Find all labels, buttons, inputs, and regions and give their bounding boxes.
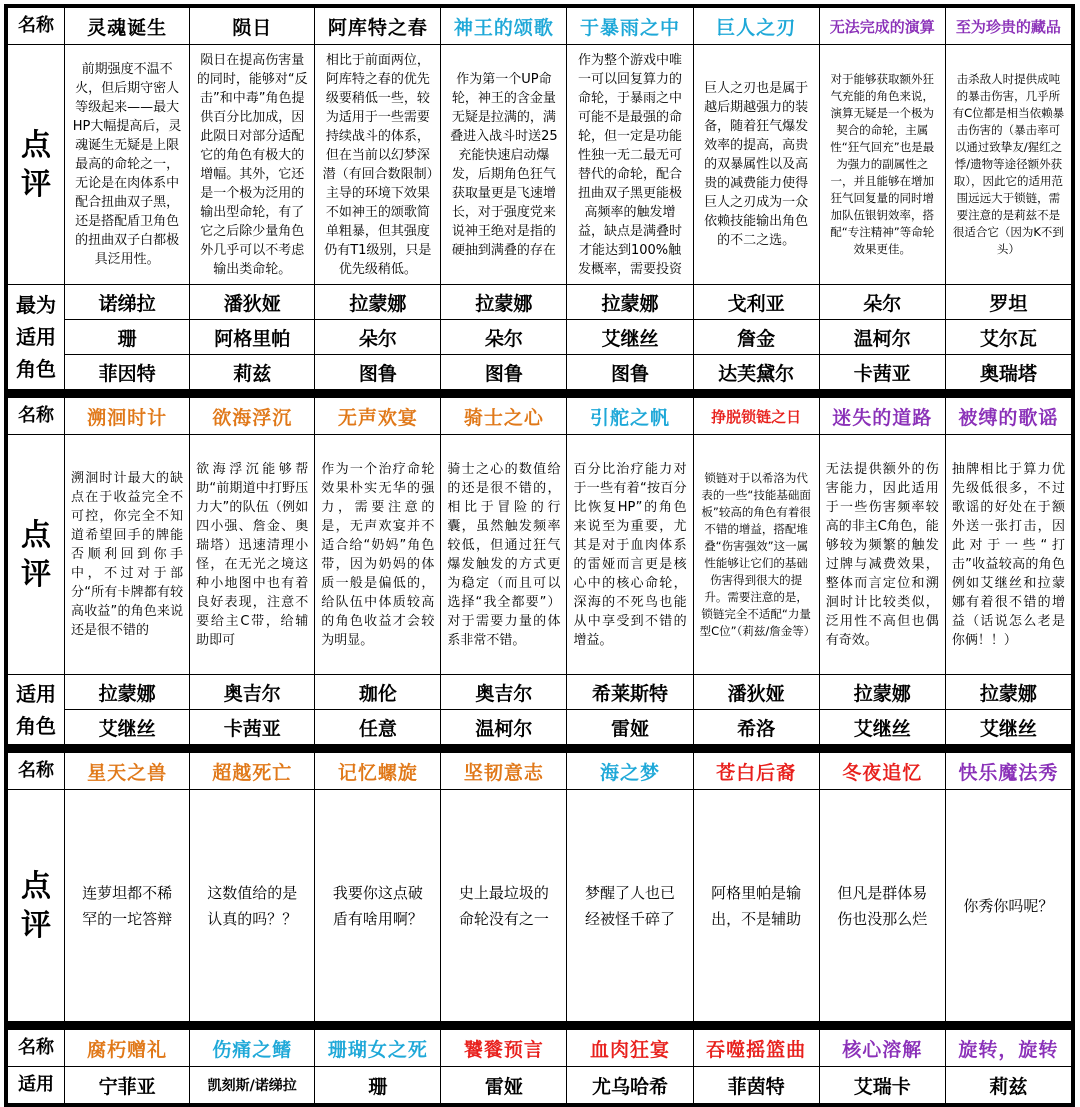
s2-card-4-char-1: 雷娅	[567, 710, 693, 745]
s1-char-row-2	[8, 355, 1072, 390]
s1-card-4-char-0: 拉蒙娜	[567, 285, 693, 320]
s3-card-1-name: 超越死亡	[190, 753, 315, 790]
s3-card-2-name: 记忆螺旋	[315, 753, 441, 790]
s1-card-3-name: 神王的颂歌	[441, 8, 567, 45]
s1-card-7-char-2: 奥瑞塔	[945, 355, 1071, 390]
s2-card-6-char-0: 拉蒙娜	[819, 675, 945, 710]
s2-card-2-desc: 作为一个治疗命轮效果朴实无华的强力，需要注意的是，无声欢宴并不适合给“奶妈”角色带，因为奶妈的体质一般是偏低的，给队伍中体质较高的角色收益才会较为明显。	[315, 435, 441, 675]
s2-fit-label	[8, 675, 65, 745]
s1-card-5-char-0: 戈利亚	[693, 285, 819, 320]
s2-card-0-desc: 溯洄时计最大的缺点在于收益完全不可控，你完全不知道希望回手的牌能否顺利回到你手中，不过对于部分“所有卡牌都有较高收益”的角色来说还是很不错的	[65, 435, 190, 675]
s1-name-row	[8, 8, 1072, 45]
s2-card-3-char-1: 温柯尔	[441, 710, 567, 745]
s2-card-5-char-1: 希洛	[693, 710, 819, 745]
s1-card-1-desc: 陨日在提高伤害量的同时，能够对“反击”和中毒”角色提供百分比加成，因此陨日对部分适配它的角色有极大的增幅。其外，它还是一个极为泛用的输出型命轮，有了它之后除少量角色外几乎可以不考虑输出类命轮。	[190, 45, 315, 285]
s1-card-7-desc: 击杀敌人时提供成吨的暴击伤害，几乎所有C位都是相当依赖暴击伤害的（暴击率可以通过致挚友/猩红之悸/遗物等途径额外获取），因此它的适用范围远远大于锁链，需要注意的是莉兹不是很适合它（因为K不到头）	[945, 45, 1071, 285]
s4-card-5-name: 吞噬摇篮曲	[693, 1030, 819, 1067]
s2-fit-label-2: 角色	[16, 713, 57, 738]
s1-best-label-2: 适用	[16, 325, 57, 349]
s1-card-0-char-1: 珊	[65, 320, 190, 355]
s1-card-4-desc: 作为整个游戏中唯一可以回复算力的命轮，于暴雨之中可能不是最强的命轮，但一定是功能性独一无二最无可替代的命轮，配合扭曲双子黑更能极高频率的触发增益，缺点是满叠时才能达到100%触发概率，需要投资	[567, 45, 693, 285]
s3-name-label: 名称	[8, 753, 65, 790]
s2-card-2-char-0: 珈伦	[315, 675, 441, 710]
s2-name-row	[8, 398, 1072, 435]
s1-card-6-char-0: 朵尔	[819, 285, 945, 320]
s2-card-0-char-0: 拉蒙娜	[65, 675, 190, 710]
s1-best-label	[8, 285, 65, 390]
s1-card-5-name: 巨人之刃	[693, 8, 819, 45]
s1-card-7-name: 至为珍贵的藏品	[945, 8, 1071, 45]
s2-card-7-desc: 抽牌相比于算力优先级低很多，不过歌谣的好处在于额外送一张打击，因此对于一些“打击”收益较高的角色例如艾继丝和拉蒙娜有着很不错的增益（话说怎么老是你俩！！）	[945, 435, 1071, 675]
s2-card-6-char-1: 艾继丝	[819, 710, 945, 745]
s1-name-label: 名称	[8, 8, 65, 45]
s4-card-2-name: 珊瑚女之死	[315, 1030, 441, 1067]
s1-comment-label	[8, 45, 65, 285]
s1-card-6-name: 无法完成的演算	[819, 8, 945, 45]
s2-card-5-char-0: 潘狄娅	[693, 675, 819, 710]
s4-name-label: 名称	[8, 1030, 65, 1067]
s1-card-5-desc: 巨人之刃也是属于越后期越强力的装备，随着狂气爆发效率的提高，高贵的双暴属性以及高贵的减费能力使得巨人之刃成为一众依赖技能输出角色的不二之选。	[693, 45, 819, 285]
s4-fit-label: 适用	[8, 1067, 65, 1104]
s1-card-2-name: 阿库特之春	[315, 8, 441, 45]
s4-card-4-char: 尤乌哈希	[567, 1067, 693, 1104]
s1-card-1-char-2: 莉兹	[190, 355, 315, 390]
s1-card-3-char-0: 拉蒙娜	[441, 285, 567, 320]
s1-card-3-char-1: 朵尔	[441, 320, 567, 355]
s2-card-1-name: 欲海浮沉	[190, 398, 315, 435]
s2-card-1-char-0: 奥吉尔	[190, 675, 315, 710]
s1-card-5-char-1: 詹金	[693, 320, 819, 355]
s1-card-0-char-2: 菲因特	[65, 355, 190, 390]
s3-comment-char-1: 点	[21, 868, 52, 904]
s2-card-0-name: 溯洄时计	[65, 398, 190, 435]
s2-card-5-name: 挣脱锁链之日	[693, 398, 819, 435]
s1-comment-row	[8, 45, 1072, 285]
s3-card-5-name: 苍白后裔	[693, 753, 819, 790]
s1-card-2-char-0: 拉蒙娜	[315, 285, 441, 320]
s2-card-6-desc: 无法提供额外的伤害能力，因此适用于一些伤害频率较高的非主C角色，能够较为频繁的触发过牌与减费效果，整体而言定位和溯洄时计比较类似，泛用性不高但也偶有奇效。	[819, 435, 945, 675]
s1-comment-char-1: 点	[21, 127, 52, 163]
s3-comment-char-2: 评	[21, 907, 52, 943]
tier-list-frame	[4, 4, 1075, 1107]
s2-fit-label-1: 适用	[16, 681, 57, 706]
s2-comment-label	[8, 435, 65, 675]
s2-char-row-0	[8, 675, 1072, 710]
s3-comment-label	[8, 790, 65, 1022]
s3-card-1-desc: 这数值给的是认真的吗？？	[190, 790, 315, 1022]
s4-char-row	[8, 1067, 1072, 1104]
s1-card-6-char-1: 温柯尔	[819, 320, 945, 355]
s4-card-1-char: 凯刻斯/诺绨拉	[190, 1067, 315, 1104]
s4-card-7-name: 旋转，旋转	[945, 1030, 1071, 1067]
s1-card-3-char-2: 图鲁	[441, 355, 567, 390]
s3-card-0-name: 星天之兽	[65, 753, 190, 790]
s1-char-row-1	[8, 320, 1072, 355]
s2-card-7-char-1: 艾继丝	[945, 710, 1071, 745]
s4-name-row	[8, 1030, 1072, 1067]
s3-card-0-desc: 连萝坦都不稀罕的一坨答辩	[65, 790, 190, 1022]
s1-card-7-char-0: 罗坦	[945, 285, 1071, 320]
s3-card-6-name: 冬夜追忆	[819, 753, 945, 790]
s2-card-3-desc: 骑士之心的数值给的还是很不错的，相比于冒险的行囊，虽然触发频率较低，但通过狂气爆发触发的方式更为稳定（而且可以选择“我全都要”）对于需要力量的体系非常不错。	[441, 435, 567, 675]
s1-card-4-char-2: 图鲁	[567, 355, 693, 390]
s2-card-1-char-1: 卡茜亚	[190, 710, 315, 745]
s3-name-row	[8, 753, 1072, 790]
s1-best-label-1: 最为	[16, 293, 57, 317]
section-separator-2	[8, 745, 1072, 753]
s1-best-label-3: 角色	[16, 357, 57, 381]
s1-card-2-char-2: 图鲁	[315, 355, 441, 390]
s4-card-6-char: 艾瑞卡	[819, 1067, 945, 1104]
s4-card-1-name: 伤痛之鳍	[190, 1030, 315, 1067]
s4-card-6-name: 核心溶解	[819, 1030, 945, 1067]
s1-card-2-desc: 相比于前面两位，阿库特之春的优先级要稍低一些，较为适用于一些需要持续战斗的体系，但在当前以幻梦深潜（有回合数限制）主导的环境下效果不如神王的颂歌简单粗暴，但其强度仍有T1级别，只是优先级稍低。	[315, 45, 441, 285]
s2-card-2-char-1: 任意	[315, 710, 441, 745]
s2-card-7-char-0: 拉蒙娜	[945, 675, 1071, 710]
s3-card-4-desc: 梦醒了人也已经被怪千碎了	[567, 790, 693, 1022]
s3-card-6-desc: 但凡是群体易伤也没那么烂	[819, 790, 945, 1022]
s1-card-0-desc: 前期强度不温不火，但后期守密人等级起来——最大HP大幅提高后，灵魂诞生无疑是上限最高的命轮之一，无论是在肉体系中配合扭曲双子黑，还是搭配盾卫角色的扭曲双子白都极具泛用性。	[65, 45, 190, 285]
s4-card-3-name: 饕餮预言	[441, 1030, 567, 1067]
tier-list-table	[7, 7, 1072, 1104]
s2-card-7-name: 被缚的歌谣	[945, 398, 1071, 435]
s2-comment-char-2: 评	[21, 556, 52, 592]
s1-card-7-char-1: 艾尔瓦	[945, 320, 1071, 355]
section-separator-1	[8, 390, 1072, 398]
s4-card-0-name: 腐朽赠礼	[65, 1030, 190, 1067]
s1-card-3-desc: 作为第一个UP命轮，神王的含金量无疑是拉满的，满叠进入战斗时送25充能快速启动爆发，后期角色狂气获取量更是飞速增长，对于强度党来说神王绝对是指的硬抽到满叠的存在	[441, 45, 567, 285]
s1-card-4-char-1: 艾继丝	[567, 320, 693, 355]
s1-card-1-char-1: 阿格里帕	[190, 320, 315, 355]
s2-card-2-name: 无声欢宴	[315, 398, 441, 435]
s1-comment-char-2: 评	[21, 166, 52, 202]
s4-card-2-char: 珊	[315, 1067, 441, 1104]
s2-card-4-char-0: 希莱斯特	[567, 675, 693, 710]
s3-card-4-name: 海之梦	[567, 753, 693, 790]
s4-card-7-char: 莉兹	[945, 1067, 1071, 1104]
s1-card-4-name: 于暴雨之中	[567, 8, 693, 45]
s2-card-4-desc: 百分比治疗能力对于一些有着“按百分比恢复HP”的角色来说至为重要，尤其是对于血肉体系的雷娅而言更是核心中的核心命轮，深海的不死鸟也能从中享受到不错的增益。	[567, 435, 693, 675]
s2-card-3-name: 骑士之心	[441, 398, 567, 435]
s1-card-1-name: 陨日	[190, 8, 315, 45]
s2-card-0-char-1: 艾继丝	[65, 710, 190, 745]
s2-card-1-desc: 欲海浮沉能够帮助“前期道中打野压力大”的队伍（例如四小强、詹金、奥瑞塔）迅速清理小怪，在无光之境这种小地图中也有着良好表现，注意不要给主C带，给辅助即可	[190, 435, 315, 675]
s3-card-2-desc: 我要你这点破盾有啥用啊？	[315, 790, 441, 1022]
s2-comment-row	[8, 435, 1072, 675]
s4-card-3-char: 雷娅	[441, 1067, 567, 1104]
s3-card-3-desc: 史上最垃圾的命轮没有之一	[441, 790, 567, 1022]
s2-char-row-1	[8, 710, 1072, 745]
s3-card-7-name: 快乐魔法秀	[945, 753, 1071, 790]
s2-card-6-name: 迷失的道路	[819, 398, 945, 435]
s3-comment-row	[8, 790, 1072, 1022]
s4-card-0-char: 宁菲亚	[65, 1067, 190, 1104]
s2-card-5-desc: 锁链对于以希洛为代表的一些“技能基础面板”较高的角色有着很不错的增益，搭配堆叠“伤害强效”这一属性能够让它们的基础伤害得到很大的提升。需要注意的是，锁链完全不适配“力量型C位”（莉兹/詹金等）	[693, 435, 819, 675]
section-separator-3	[8, 1022, 1072, 1030]
s2-name-label: 名称	[8, 398, 65, 435]
s1-card-0-char-0: 诺绨拉	[65, 285, 190, 320]
s4-card-5-char: 菲茵特	[693, 1067, 819, 1104]
s2-comment-char-1: 点	[21, 517, 52, 553]
s1-card-5-char-2: 达芙黛尔	[693, 355, 819, 390]
s1-card-1-char-0: 潘狄娅	[190, 285, 315, 320]
s1-card-6-char-2: 卡茜亚	[819, 355, 945, 390]
s1-card-2-char-1: 朵尔	[315, 320, 441, 355]
s3-card-3-name: 坚韧意志	[441, 753, 567, 790]
s3-card-7-desc: 你秀你吗呢？	[945, 790, 1071, 1022]
s3-card-5-desc: 阿格里帕是输出，不是辅助	[693, 790, 819, 1022]
s2-card-3-char-0: 奥吉尔	[441, 675, 567, 710]
s4-card-4-name: 血肉狂宴	[567, 1030, 693, 1067]
s1-card-0-name: 灵魂诞生	[65, 8, 190, 45]
s2-card-4-name: 引舵之帆	[567, 398, 693, 435]
s1-char-row-0	[8, 285, 1072, 320]
s1-card-6-desc: 对于能够获取额外狂气充能的角色来说，演算无疑是一个极为契合的命轮，主属性“狂气回充”也是最为强力的副属性之一，并且能够在增加狂气回复量的同时增加队伍银钥效率，搭配“专注精神”等命轮效果更佳。	[819, 45, 945, 285]
